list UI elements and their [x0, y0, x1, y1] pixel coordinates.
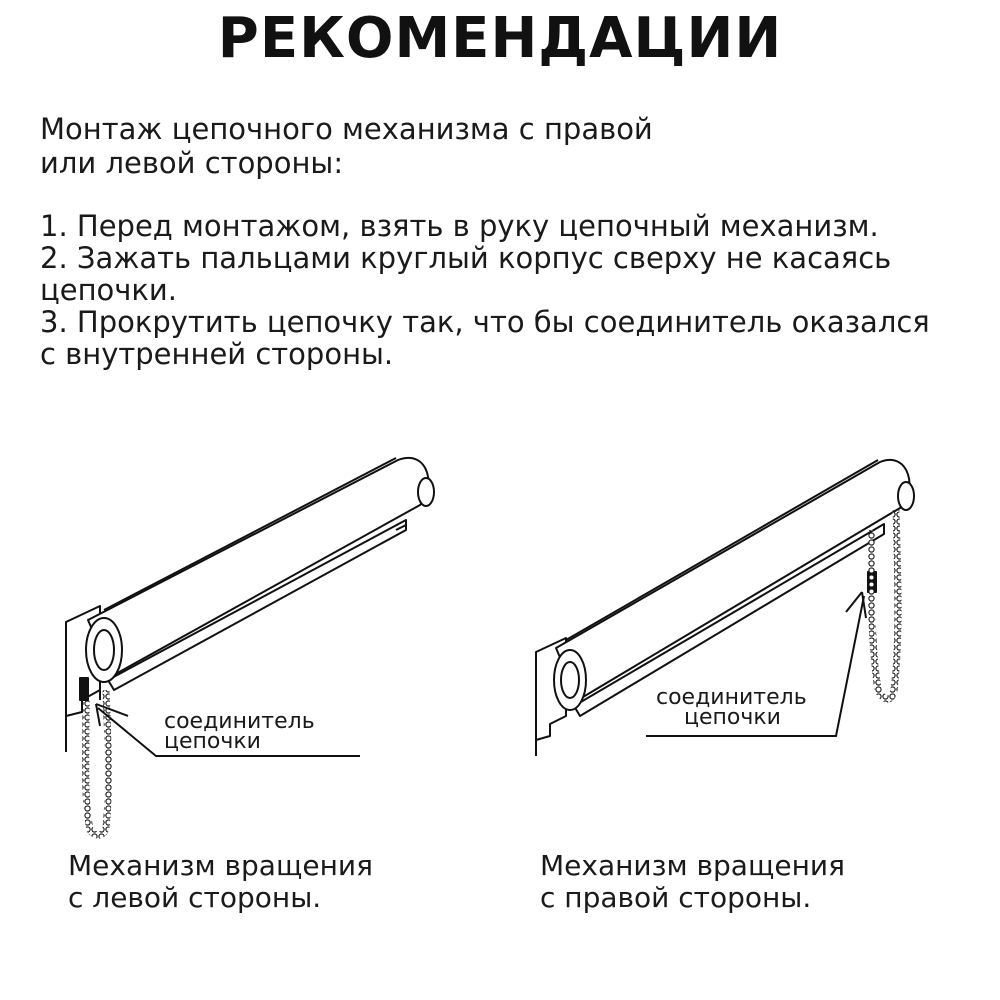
- step-line: с внутренней стороны.: [40, 337, 394, 371]
- step-line: 1. Перед монтажом, взять в руку цепочный механизм.: [40, 209, 879, 243]
- right-chain: [871, 510, 898, 699]
- right-caption-line-1: Механизм вращения: [540, 849, 845, 882]
- right-label-line-1: соединитель: [656, 685, 807, 710]
- intro-line-1: Монтаж цепочного механизма с правой: [40, 112, 653, 146]
- step-line: 2. Зажать пальцами круглый корпус сверху не касаясь: [40, 241, 892, 275]
- left-label-line-2: цепочки: [164, 729, 261, 754]
- step-line: цепочки.: [40, 273, 177, 307]
- left-caption: [68, 850, 373, 914]
- step-line: 3. Прокрутить цепочку так, что бы соединитель оказался: [40, 305, 930, 339]
- left-label-line-1: соединитель: [164, 709, 315, 734]
- intro-line-2: или левой стороны:: [40, 146, 344, 180]
- left-caption-line-2: с левой стороны.: [68, 881, 322, 914]
- right-caption-line-2: с правой стороны.: [540, 881, 812, 914]
- page-title: РЕКОМЕНДАЦИИ: [217, 6, 783, 71]
- right-label-line-2: цепочки: [684, 705, 781, 730]
- right-caption: [540, 850, 845, 914]
- left-roller-illustration: [66, 458, 434, 752]
- left-caption-line-1: Механизм вращения: [68, 849, 373, 882]
